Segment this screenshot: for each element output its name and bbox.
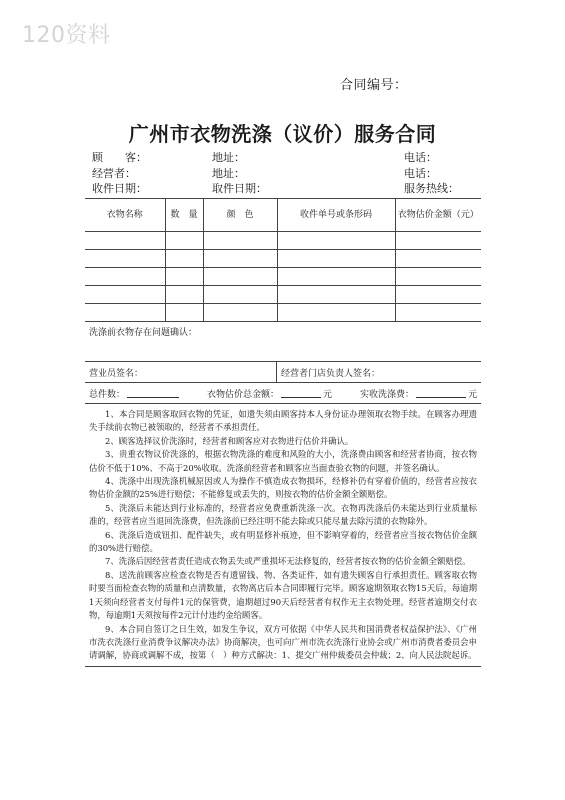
- term-clause: 8、送洗前顾客应检查衣物是否有遗留钱、物、各类证件，如有遗失顾客自行承担责任。顾客取衣物时要当面检查衣物的质量和点清数量，衣物离店后本合同即履行完毕。顾客逾期领取衣物15天后，每逾期1天须向经营者支付每件1元的保管费，逾期超过90天后经营者有权作无主衣物处理。经营者逾期交付衣物，每逾期1天须按每件2元计付违约金给顾客。: [89, 569, 477, 621]
- header-quantity: 数 量: [165, 199, 203, 232]
- signature-row: [85, 362, 481, 383]
- total-value-unit: 元: [323, 389, 333, 400]
- operator-phone-label: 电话：: [404, 166, 437, 180]
- table-cell[interactable]: [277, 268, 395, 286]
- info-row-customer: [92, 150, 487, 166]
- term-clause: 6、洗涤后造成钮扣、配件缺失，或有明显修补痕迹，但不影响穿着的，经营者应当按衣物估价金额的30%进行赔偿。: [89, 529, 477, 554]
- party-info: [92, 150, 487, 197]
- table-row: [85, 286, 481, 304]
- table-row: [85, 304, 481, 322]
- clothing-items-table: [85, 199, 481, 322]
- info-row-operator: [92, 166, 487, 182]
- table-cell[interactable]: [85, 304, 165, 322]
- table-cell[interactable]: [203, 268, 277, 286]
- table-cell[interactable]: [203, 286, 277, 304]
- manager-signature-field[interactable]: [277, 362, 380, 382]
- header-item-name: 衣物名称: [85, 199, 165, 232]
- table-cell[interactable]: [203, 304, 277, 322]
- table-cell[interactable]: [277, 250, 395, 268]
- salesperson-signature-field[interactable]: [85, 362, 277, 382]
- actual-fee-label: 实收洗涤费：: [360, 389, 415, 400]
- header-color: 颜 色: [203, 199, 277, 232]
- watermark-text: 120资料: [22, 23, 111, 48]
- contract-form: [85, 198, 481, 667]
- salesperson-signature-label: 营业员签名：: [89, 368, 144, 379]
- term-clause: 2、顾客选择议价洗涤时，经营者和顾客应对衣物进行估价并确认。: [105, 435, 354, 446]
- table-cell[interactable]: [395, 268, 481, 286]
- table-cell[interactable]: [395, 250, 481, 268]
- header-valuation: 衣物估价金额（元）: [395, 199, 481, 232]
- table-body: [85, 232, 481, 322]
- table-cell[interactable]: [165, 286, 203, 304]
- table-cell[interactable]: [395, 232, 481, 250]
- operator-label: 经营者：: [92, 166, 136, 180]
- contract-terms: [85, 404, 481, 666]
- issue-confirmation-box[interactable]: [85, 322, 481, 362]
- actual-fee-unit: 元: [468, 389, 478, 400]
- table-cell[interactable]: [277, 304, 395, 322]
- total-value-blank[interactable]: [281, 388, 321, 398]
- table-header-row: [85, 199, 481, 232]
- table-cell[interactable]: [85, 268, 165, 286]
- contract-number-label: 合同编号：: [340, 78, 408, 93]
- total-items-blank[interactable]: [127, 388, 179, 398]
- table-cell[interactable]: [203, 250, 277, 268]
- table-cell[interactable]: [85, 250, 165, 268]
- term-clause: 1、本合同是顾客取回衣物的凭证，如遗失须由顾客持本人身份证办理领取衣物手续。在顾客办理遗失手续前衣物已被领取的，经营者不承担责任。: [89, 409, 477, 433]
- table-cell[interactable]: [165, 304, 203, 322]
- table-cell[interactable]: [277, 286, 395, 304]
- term-clause: 7、洗涤后因经营者责任造成衣物丢失或严重损坏无法修复的，经营者按衣物的估价金额全额赔偿。: [105, 556, 471, 567]
- table-cell[interactable]: [85, 286, 165, 304]
- operator-address-label: 地址：: [212, 166, 245, 180]
- term-clause: 3、贵重衣物议价洗涤的，根据衣物洗涤的难度和风险的大小，洗涤费由顾客和经营者协商，按衣物估价不低于10%、不高于20%收取。洗涤前经营者和顾客应当面查验衣物的问题，并签名确认。: [89, 449, 477, 473]
- term-clause: 5、洗涤后未能达到行业标准的，经营者应免费重新洗涤一次。衣物再洗涤后仍未能达到行业质量标准的，经营者应当退回洗涤费，但洗涤前已经注明不能去除或只能尽量去除污渍的衣物除外。: [89, 502, 477, 527]
- header-receipt-number: 收件单号或条形码: [277, 199, 395, 232]
- term-clause: 9、本合同自签订之日生效，如发生争议，双方可依据《中华人民共和国消费者权益保护法》、《广州市洗衣洗涤行业消费争议解决办法》协商解决，也可向广州市洗衣洗涤行业协会或广州市消费者委员会申请调解，协商或调解不成，按第（ ）种方式解决：1、提交广州仲裁委员会仲裁；2、向人民法院起诉。: [89, 623, 477, 661]
- table-cell[interactable]: [203, 232, 277, 250]
- table-cell[interactable]: [165, 268, 203, 286]
- table-cell[interactable]: [277, 232, 395, 250]
- table-row: [85, 268, 481, 286]
- table-row: [85, 232, 481, 250]
- customer-label: 顾 客：: [92, 151, 147, 164]
- manager-signature-label: 经营者门店负责人签名：: [281, 368, 381, 379]
- actual-fee-blank[interactable]: [416, 388, 466, 398]
- totals-row: [85, 383, 481, 404]
- table-cell[interactable]: [395, 304, 481, 322]
- table-cell[interactable]: [165, 250, 203, 268]
- customer-phone-label: 电话：: [404, 151, 437, 164]
- table-cell[interactable]: [395, 286, 481, 304]
- document-title: 广州市衣物洗涤（议价）服务合同: [128, 122, 437, 146]
- table-cell[interactable]: [85, 232, 165, 250]
- term-clause: 4、洗涤中出现洗涤机械原因或人为操作不慎造成衣物损坏，经修补仍有穿着价值的，经营者应按衣物估价金额的25%进行赔偿；不能修复或丢失的，则按衣物的估价金额全额赔偿。: [89, 476, 477, 500]
- issue-confirmation-label: 洗涤前衣物存在问题确认：: [89, 328, 198, 338]
- table-cell[interactable]: [165, 232, 203, 250]
- service-hotline-label: 服务热线：: [404, 182, 459, 195]
- total-value-label: 衣物估价总金额：: [207, 389, 280, 400]
- customer-address-label: 地址：: [212, 151, 245, 164]
- total-items-label: 总件数：: [89, 389, 126, 400]
- table-row: [85, 250, 481, 268]
- pickup-date-label: 取件日期：: [212, 182, 267, 195]
- receive-date-label: 收件日期：: [92, 182, 147, 195]
- info-row-dates: [92, 181, 487, 197]
